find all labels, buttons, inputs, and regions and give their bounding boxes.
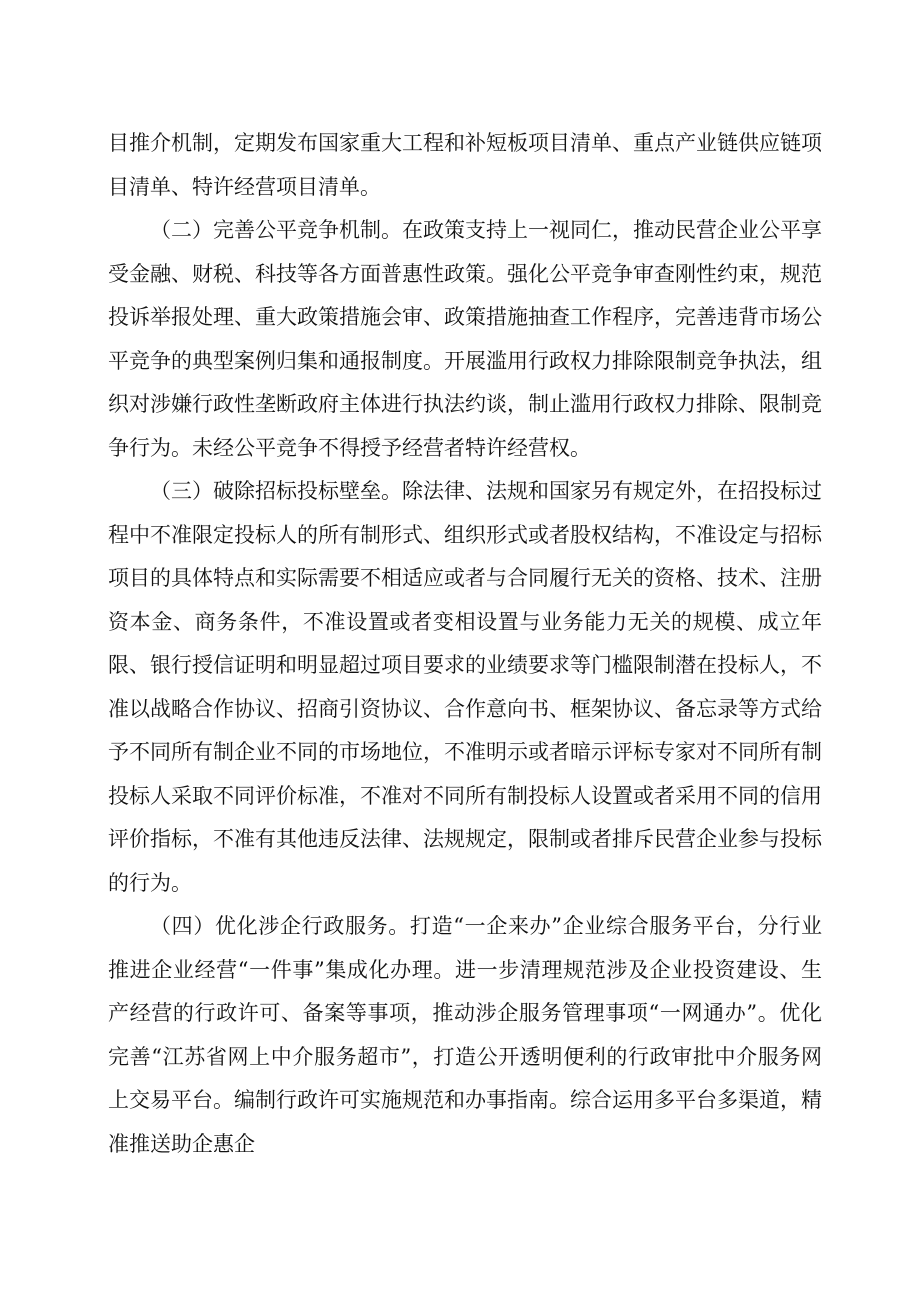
paragraph-administrative-services: （四）优化涉企行政服务。打造“一企来办”企业综合服务平台，分行业推进企业经营“一件事”集成化办理。进一步清理规范涉及企业投资建设、生产经营的行政许可、备案等事项，推动涉企服务管理事项“一网通办”。优化完善“江苏省网上中介服务超市”，打造公开透明便利的行政审批中介服务网上交易平台。编制行政许可实施规范和办事指南。综合运用多平台多渠道，精准推送助企惠企	[108, 914, 822, 1156]
paragraph-fair-competition: （二）完善公平竞争机制。在政策支持上一视同仁，推动民营企业公平享受金融、财税、科技等各方面普惠性政策。强化公平竞争审查刚性约束，规范投诉举报处理、重大政策措施会审、政策措施抽查工作程序，完善违背市场公平竞争的典型案例归集和通报制度。开展滥用行政权力排除限制竞争执法，组织对涉嫌行政性垄断政府主体进行执法约谈，制止滥用行政权力排除、限制竞争行为。未经公平竞争不得授予经营者特许经营权。	[108, 218, 822, 460]
document-body	[108, 122, 822, 1166]
paragraph-bidding-barriers: （三）破除招标投标壁垒。除法律、法规和国家另有规定外，在招投标过程中不准限定投标人的所有制形式、组织形式或者股权结构，不准设定与招标项目的具体特点和实际需要不相适应或者与合同履行无关的资格、技术、注册资本金、商务条件，不准设置或者变相设置与业务能力无关的规模、成立年限、银行授信证明和明显超过项目要求的业绩要求等门槛限制潜在投标人，不准以战略合作协议、招商引资协议、合作意向书、框架协议、备忘录等方式给予不同所有制企业不同的市场地位，不准明示或者暗示评标专家对不同所有制投标人采取不同评价标准，不准对不同所有制投标人设置或者采用不同的信用评价指标，不准有其他违反法律、法规规定，限制或者排斥民营企业参与投标的行为。	[108, 479, 822, 895]
paragraph-continuation: 目推介机制，定期发布国家重大工程和补短板项目清单、重点产业链供应链项目清单、特许经营项目清单。	[108, 131, 822, 199]
